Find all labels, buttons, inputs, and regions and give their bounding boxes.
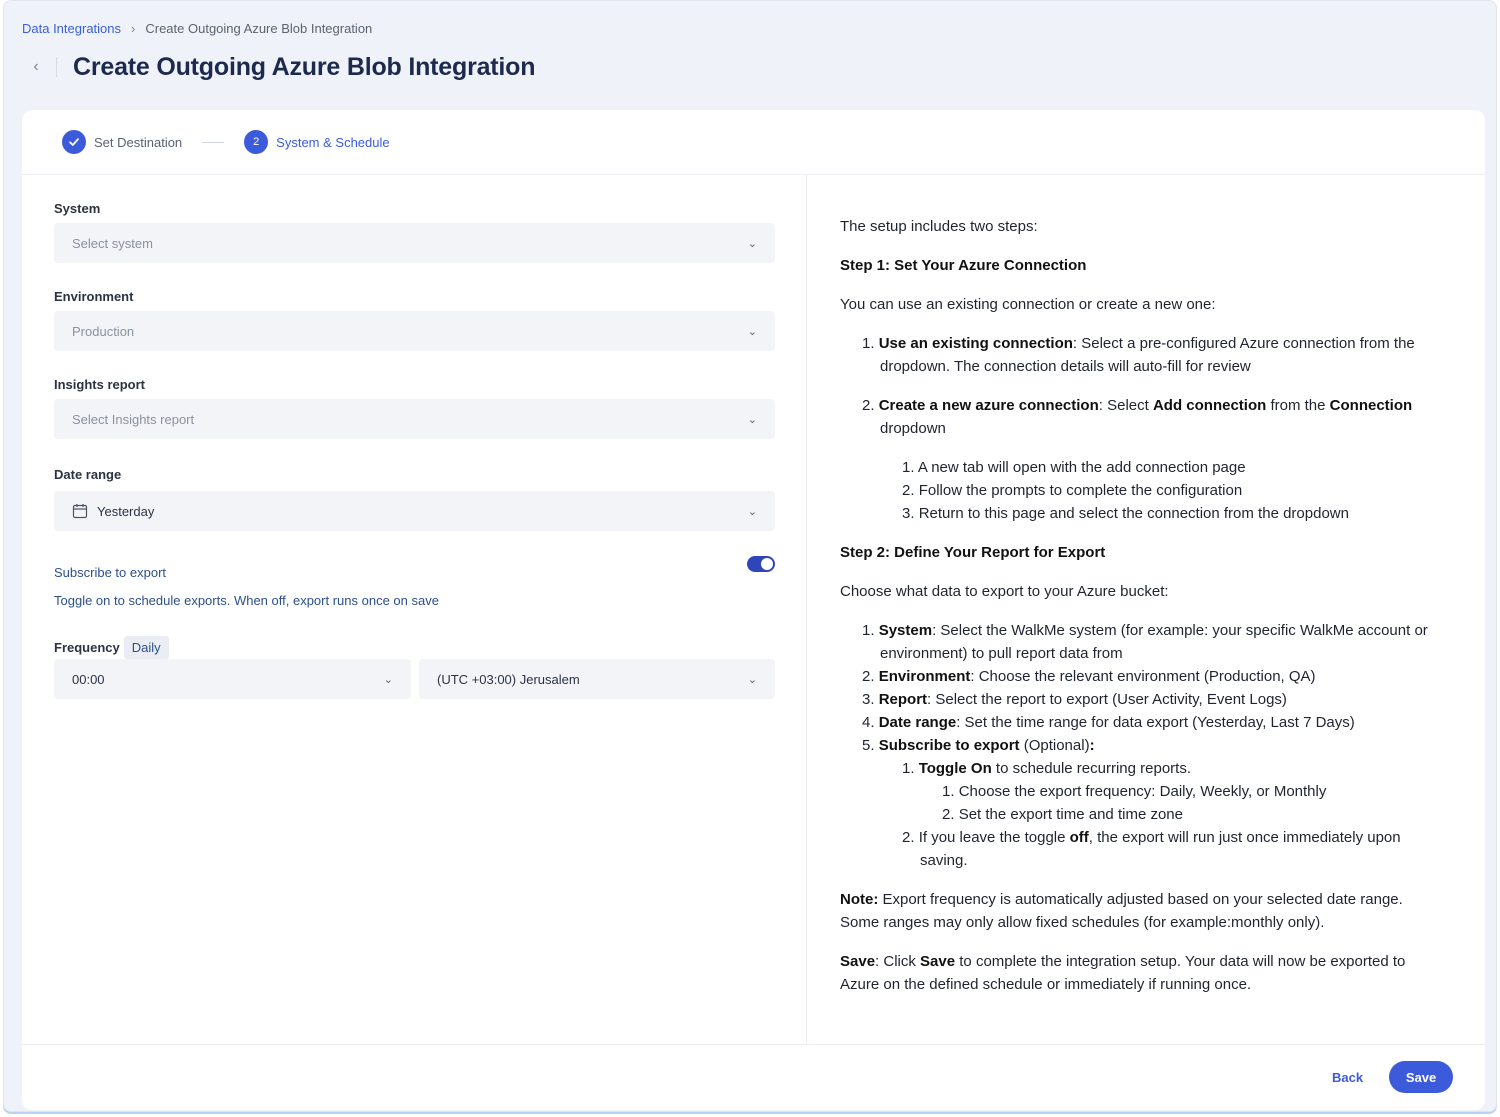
calendar-icon: [72, 503, 88, 519]
date-range-label: Date range: [54, 467, 122, 482]
list-item: 1. Use an existing connection: Select a pre-configured Azure connection from the: [862, 335, 1415, 352]
save-text: to complete the integration setup. Your data will now be exported to: [955, 953, 1406, 970]
list-item: 2. Environment: Choose the relevant environment (Production, QA): [862, 668, 1316, 685]
insights-report-label: Insights report: [54, 377, 146, 392]
list-item-text: from the: [1266, 397, 1330, 414]
save-paragraph: [840, 950, 1405, 973]
sub-sub-list-text: Choose the export frequency: Daily, Weekly, or Monthly: [958, 783, 1327, 800]
save-bold: Save: [840, 953, 876, 970]
subscribe-toggle[interactable]: [747, 556, 775, 572]
list-item-bold: :: [1089, 737, 1095, 754]
date-range-value: Yesterday: [97, 503, 155, 519]
chevron-right-icon: ›: [131, 20, 136, 36]
sub-list-bold: off: [1069, 829, 1089, 846]
list-item-text: : Select a pre-configured Azure connection from the: [1072, 335, 1415, 352]
chevron-down-icon: ⌄: [383, 673, 393, 686]
app-window: [3, 0, 1497, 1112]
system-label: System: [54, 201, 101, 216]
chevron-down-icon: ⌄: [747, 325, 757, 338]
list-item-bold: Report: [878, 691, 928, 708]
list-item-text: (Optional): [1019, 737, 1090, 754]
chevron-down-icon: ⌄: [747, 505, 757, 518]
sub-list-text: Follow the prompts to complete the configuration: [918, 482, 1243, 499]
sub-list-text: Return to this page and select the connection from the dropdown: [918, 505, 1349, 522]
note-bold: Note:: [840, 891, 879, 908]
frequency-label: Frequency: [54, 640, 120, 655]
sub-list-bold: Toggle On: [918, 760, 992, 777]
environment-label: Environment: [54, 289, 134, 304]
date-range-select[interactable]: [54, 491, 775, 531]
breadcrumb: [22, 19, 372, 37]
environment-select[interactable]: [54, 311, 775, 351]
step2-description: Choose what data to export to your Azure bucket:: [840, 583, 1169, 600]
instructions-intro: The setup includes two steps:: [840, 218, 1038, 235]
check-icon: [62, 130, 86, 154]
list-item: 4. Date range: Set the time range for data export (Yesterday, Last 7 Days): [862, 714, 1355, 731]
environment-select-value: Production: [72, 323, 135, 339]
sub-list-item: 1. Toggle On to schedule recurring reports.: [902, 760, 1191, 777]
list-item-text: : Select the report to export (User Activity, Event Logs): [927, 691, 1287, 708]
timezone-select-value: (UTC +03:00) Jerusalem: [437, 671, 580, 687]
step-set-destination[interactable]: [62, 130, 182, 154]
timezone-select[interactable]: [419, 659, 775, 699]
sub-list-item: 2. If you leave the toggle off, the export will run just once immediately upon: [902, 829, 1401, 846]
form-pane: [22, 175, 807, 1044]
sub-list-text: , the export will run just once immediately upon: [1088, 829, 1401, 846]
sub-list-item: 2. Follow the prompts to complete the configuration: [902, 482, 1243, 499]
note-text: Export frequency is automatically adjusted based on your selected date range.: [878, 891, 1403, 908]
main-card: [22, 110, 1485, 1110]
system-select-placeholder: Select system: [72, 235, 153, 251]
title-divider: [56, 57, 57, 77]
list-item-bold: Connection: [1329, 397, 1413, 414]
chevron-down-icon: ⌄: [747, 237, 757, 250]
list-item: 5. Subscribe to export (Optional):: [862, 737, 1095, 754]
list-item-text: : Select: [1098, 397, 1153, 414]
step1-description: You can use an existing connection or create a new one:: [840, 296, 1216, 313]
list-item-continued: environment) to pull report data from: [880, 645, 1123, 662]
sub-list-item: 3. Return to this page and select the connection from the dropdown: [902, 505, 1349, 522]
step-system-schedule[interactable]: [244, 130, 389, 154]
list-item-bold: Create a new azure connection: [878, 397, 1099, 414]
chevron-down-icon: ⌄: [747, 673, 757, 686]
step-label-set-destination: Set Destination: [94, 134, 183, 150]
step-connector: [202, 142, 224, 143]
sub-list-text: A new tab will open with the add connection page: [917, 459, 1246, 476]
system-select[interactable]: [54, 223, 775, 263]
list-item-bold: Date range: [878, 714, 957, 731]
save-text: : Click: [875, 953, 921, 970]
step1-heading-text: Step 1: Set Your Azure Connection: [840, 257, 1087, 274]
time-select[interactable]: [54, 659, 411, 699]
list-item-bold: Use an existing connection: [878, 335, 1073, 352]
list-item: 1. System: Select the WalkMe system (for example: your specific WalkMe account or: [862, 622, 1428, 639]
sub-sub-list-item: 1. Choose the export frequency: Daily, Weekly, or Monthly: [942, 783, 1327, 800]
chevron-down-icon: ⌄: [747, 413, 757, 426]
list-item-continued: dropdown. The connection details will auto-fill for review: [880, 358, 1251, 375]
stepper: [22, 110, 1485, 175]
page-title: Create Outgoing Azure Blob Integration: [73, 52, 536, 81]
insights-report-placeholder: Select Insights report: [72, 411, 195, 427]
sub-list-item-continued: saving.: [920, 852, 968, 869]
list-item: 2. Create a new azure connection: Select Add connection from the Connection: [862, 397, 1413, 414]
time-select-value: 00:00: [72, 671, 105, 687]
toggle-knob: [761, 558, 773, 570]
sub-list-text: If you leave the toggle: [918, 829, 1070, 846]
footer: [22, 1044, 1485, 1110]
step2-heading: [840, 541, 1105, 564]
list-item-bold: Subscribe to export: [878, 737, 1020, 754]
instructions-pane: [840, 175, 1460, 1044]
breadcrumb-link-data-integrations[interactable]: Data Integrations: [22, 20, 122, 36]
list-item-bold: Environment: [878, 668, 971, 685]
frequency-badge: Daily: [124, 636, 169, 659]
list-item-text: : Select the WalkMe system (for example: your specific WalkMe account or: [932, 622, 1428, 639]
step-label-system-schedule: System & Schedule: [276, 134, 390, 150]
save-paragraph-continued: Azure on the defined schedule or immediately if running once.: [840, 976, 1252, 993]
subscribe-help-text: Toggle on to schedule exports. When off, export runs once on save: [54, 593, 439, 608]
step-number-badge: 2: [244, 130, 268, 154]
list-item-bold: Add connection: [1152, 397, 1267, 414]
step2-heading-text: Step 2: Define Your Report for Export: [840, 544, 1106, 561]
list-item-text: : Choose the relevant environment (Production, QA): [970, 668, 1316, 685]
list-item-continued: dropdown: [880, 420, 946, 437]
sub-list-item: 1. A new tab will open with the add connection page: [902, 459, 1246, 476]
back-arrow-icon[interactable]: ‹: [33, 58, 39, 75]
title-row: [24, 51, 535, 83]
sub-list-text: to schedule recurring reports.: [991, 760, 1191, 777]
back-button[interactable]: Back: [1332, 1070, 1364, 1085]
step1-heading: [840, 254, 1086, 277]
save-button[interactable]: Save: [1389, 1061, 1453, 1093]
note-paragraph: [840, 888, 1403, 911]
list-item-bold: System: [878, 622, 933, 639]
subscribe-to-export-label: Subscribe to export: [54, 565, 167, 580]
sub-sub-list-item: 2. Set the export time and time zone: [942, 806, 1183, 823]
sub-sub-list-text: Set the export time and time zone: [958, 806, 1183, 823]
insights-report-select[interactable]: [54, 399, 775, 439]
list-item: 3. Report: Select the report to export (User Activity, Event Logs): [862, 691, 1287, 708]
list-item-text: : Set the time range for data export (Yesterday, Last 7 Days): [956, 714, 1355, 731]
note-paragraph-continued: Some ranges may only allow fixed schedules (for example:monthly only).: [840, 914, 1325, 931]
frequency-row: [54, 636, 169, 659]
breadcrumb-current: Create Outgoing Azure Blob Integration: [145, 20, 373, 36]
save-bold: Save: [920, 953, 956, 970]
